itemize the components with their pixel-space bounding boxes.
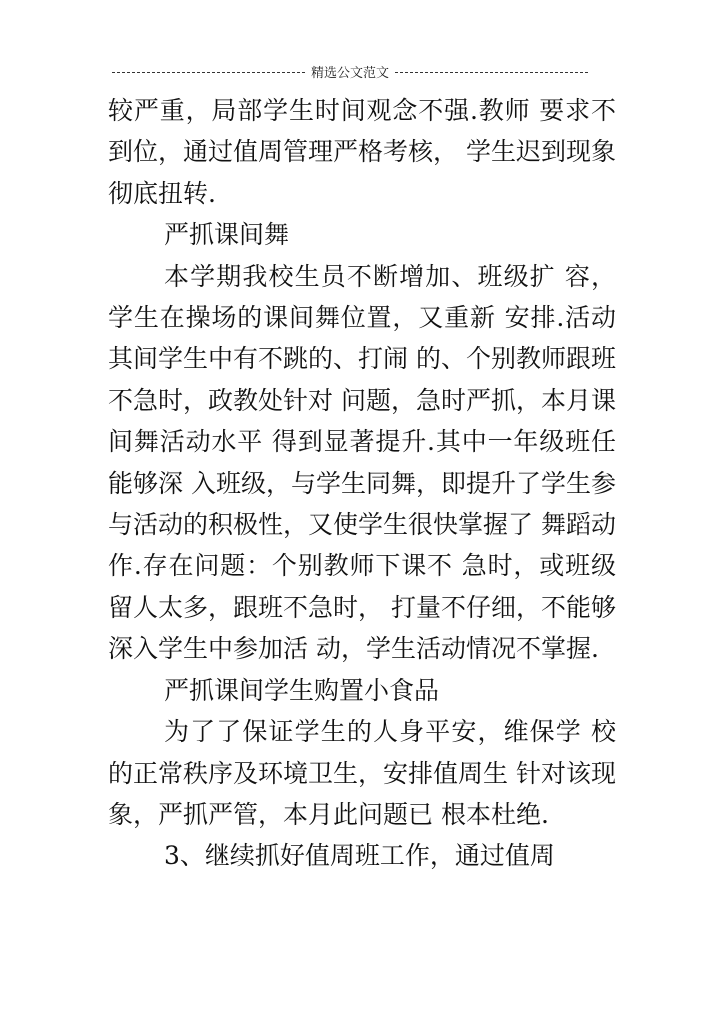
document-body <box>108 90 616 877</box>
header-left-rule <box>112 72 305 73</box>
page-header <box>112 62 588 81</box>
paragraph-continuation: 较严重，局部学生时间观念不强.教师 要求不到位，通过值周管理严格考核， 学生迟到现象彻底扭转. <box>108 96 616 208</box>
section-heading-recess-dance: 严抓课间舞 <box>164 220 290 250</box>
paragraph-recess-dance: 本学期我校生员不断增加、班级扩 容，学生在操场的课间舞位置，又重新 安排.活动其间学生中有不跳的、打闹 的、个别教师跟班不急时，政教处针对 问题，急时严抓，本月课间舞活动水平 得到显著提升.其中一年级班任能够深 入班级，与学生同舞，即提升了学生参 与活动的积极性，又使学生很快掌握了 舞蹈动作.存在问题：个别教师下课不 急时，或班级留人太多，跟班不急时， 打量不仔细，不能够深入学生中参加活 动，学生活动情况不掌握. <box>108 261 616 664</box>
section-heading-snacks: 严抓课间学生购置小食品 <box>164 675 440 705</box>
header-right-rule <box>395 72 588 73</box>
paragraph-duty-class: 3、继续抓好值周班工作，通过值周 <box>164 841 555 871</box>
header-title: 精选公文范文 <box>311 66 390 81</box>
paragraph-snacks: 为了了保证学生的人身平安，维保学 校的正常秩序及环境卫生，安排值周生 针对该现象，严抓严管，本月此问题已 根本杜绝. <box>108 717 616 829</box>
